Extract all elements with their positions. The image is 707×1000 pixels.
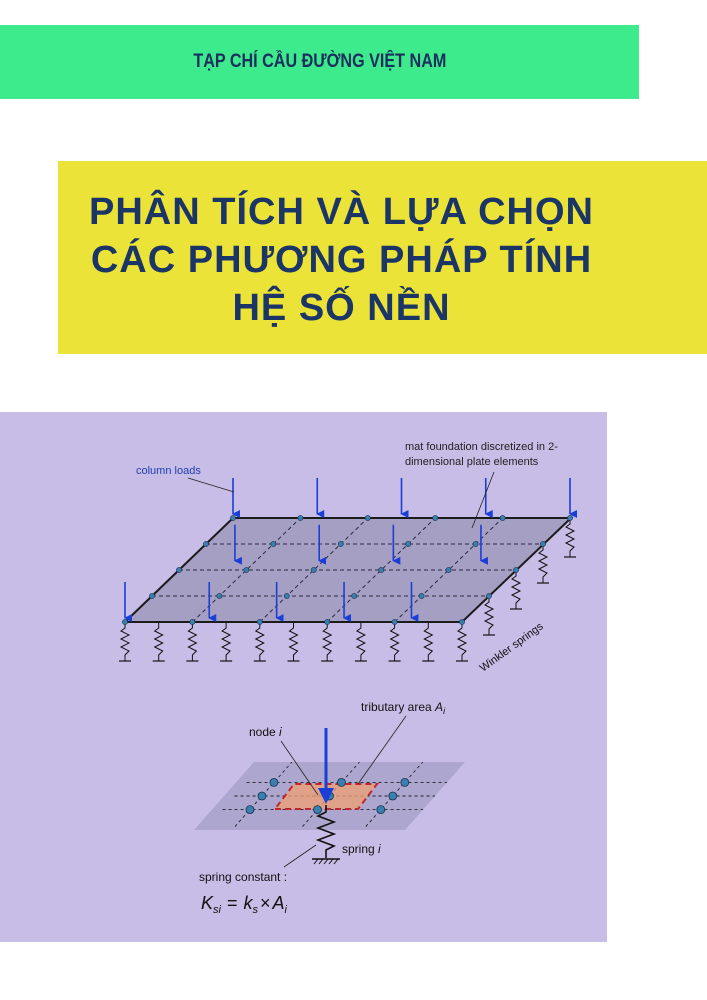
label-spring-i: spring i <box>342 842 381 856</box>
detail-node <box>377 806 385 814</box>
label-column-loads: column loads <box>136 465 201 477</box>
detail-node <box>270 778 278 786</box>
plate-node <box>176 567 181 572</box>
label-tributary-area: tributary area $A_i$ <box>361 700 446 716</box>
plate-node <box>365 515 370 520</box>
article-title-line-2: CÁC PHƯƠNG PHÁP TÍNH <box>90 239 593 281</box>
plate-node <box>244 567 249 572</box>
article-title-line-3: HỆ SỐ NỀN <box>232 287 451 329</box>
plate-node <box>230 515 235 520</box>
detail-node <box>389 792 397 800</box>
plate-node <box>486 593 491 598</box>
figure-panel <box>0 412 607 942</box>
label-node-i: node i <box>249 725 282 739</box>
winkler-figure <box>0 412 607 942</box>
plate-node <box>284 593 289 598</box>
winkler-spring <box>121 622 129 661</box>
spring-leader <box>284 845 316 867</box>
plate-node <box>419 593 424 598</box>
plate-node <box>203 541 208 546</box>
plate-node <box>271 541 276 546</box>
plate-node <box>392 619 397 624</box>
plate-node <box>325 619 330 624</box>
label-spring-constant: spring constant : <box>199 870 288 884</box>
plate-node <box>298 515 303 520</box>
detail-node <box>246 806 254 814</box>
column-loads-leader <box>188 478 234 492</box>
winkler-spring <box>188 622 196 661</box>
plate-node <box>473 541 478 546</box>
detail-node <box>338 778 346 786</box>
winkler-spring <box>256 622 264 661</box>
winkler-spring <box>566 518 574 557</box>
plate-node <box>540 541 545 546</box>
winkler-spring <box>155 622 163 661</box>
winkler-spring <box>512 570 520 609</box>
plate-node <box>500 515 505 520</box>
label-mat-line-1: mat foundation discretized in 2- <box>405 441 558 453</box>
detail-node <box>258 792 266 800</box>
label-mat-line-2: dimensional plate elements <box>405 456 539 468</box>
plate-node <box>311 567 316 572</box>
plate-node <box>446 567 451 572</box>
winkler-spring <box>485 596 493 635</box>
plate-node <box>433 515 438 520</box>
label-winkler-springs: Winkler springs <box>477 620 546 675</box>
plate-node <box>338 541 343 546</box>
winkler-spring <box>222 622 230 661</box>
plate-node <box>190 619 195 624</box>
plate-node <box>567 515 572 520</box>
plate-node <box>257 619 262 624</box>
plate-node <box>217 593 222 598</box>
plate-node <box>406 541 411 546</box>
detail-node <box>314 806 322 814</box>
winkler-spring <box>323 622 331 661</box>
winkler-spring <box>458 622 466 661</box>
plate-node <box>122 619 127 624</box>
plate-node <box>513 567 518 572</box>
plate-node <box>379 567 384 572</box>
plate-node <box>459 619 464 624</box>
winkler-spring <box>539 544 547 583</box>
plate-node <box>149 593 154 598</box>
journal-name: TẠP CHÍ CẦU ĐƯỜNG VIỆT NAM <box>192 51 446 72</box>
winkler-spring <box>391 622 399 661</box>
article-title-line-1: PHÂN TÍCH VÀ LỰA CHỌN <box>89 191 594 233</box>
spring-constant-formula: $K_{si} = k_s \times A_i$ <box>201 893 287 916</box>
detail-node <box>401 778 409 786</box>
plate-node <box>352 593 357 598</box>
winkler-spring <box>357 622 365 661</box>
journal-banner <box>0 25 639 99</box>
winkler-spring <box>290 622 298 661</box>
article-title-box <box>58 161 707 354</box>
winkler-spring <box>424 622 432 661</box>
